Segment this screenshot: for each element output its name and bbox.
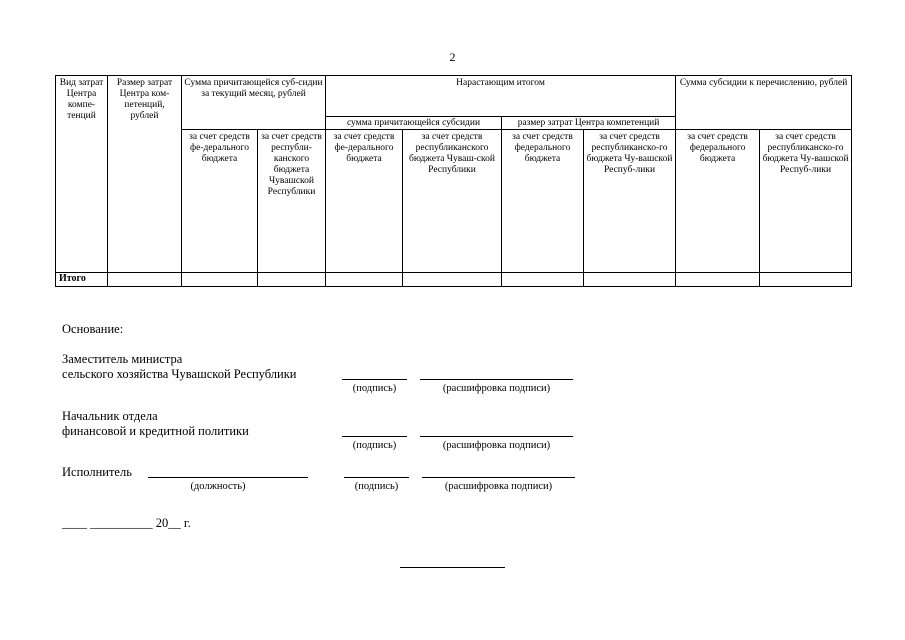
subheader-cum-due-republic: за счет средств республиканского бюджета Чуваш-ской Республики	[403, 130, 502, 273]
header-cumulative-costs: размер затрат Центра компетенций	[502, 117, 676, 130]
signer-2-decoding-caption: (расшифровка подписи)	[442, 440, 551, 451]
executor-label: Исполнитель	[62, 465, 132, 479]
header-expense-type: Вид затрат Центра компе-тенций	[56, 76, 108, 273]
subheader-cum-due-federal: за счет средств фе-дерального бюджета	[326, 130, 403, 273]
page-number: 2	[449, 50, 456, 64]
subheader-monthly-federal: за счет средств фе-дерального бюджета	[182, 130, 258, 273]
total-row	[56, 273, 852, 287]
total-cell	[108, 273, 182, 287]
footer-rule	[400, 567, 505, 568]
total-cell	[326, 273, 403, 287]
total-cell	[676, 273, 760, 287]
header-expense-amount: Размер затрат Центра ком-петенций, рублей	[108, 76, 182, 273]
subheader-transfer-republic: за счет средств республиканско-го бюджета Чу-вашской Респуб-лики	[760, 130, 852, 273]
signer-2-signature-line	[342, 436, 407, 437]
total-cell	[258, 273, 326, 287]
subheader-cum-costs-republic: за счет средств республиканско-го бюджета Чу-вашской Респуб-лики	[584, 130, 676, 273]
basis-label: Основание:	[62, 322, 124, 336]
total-label: Итого	[56, 273, 108, 287]
executor-position-line	[148, 477, 308, 478]
signer-2-title-line2: финансовой и кредитной политики	[62, 424, 249, 438]
executor-position-caption: (должность)	[190, 481, 246, 492]
total-cell	[760, 273, 852, 287]
header-row-1	[56, 76, 852, 117]
executor-decoding-caption: (расшифровка подписи)	[444, 481, 553, 492]
header-cumulative-due: сумма причитающейся субсидии	[326, 117, 502, 130]
signer-2-decoding-line	[420, 436, 573, 437]
total-cell	[584, 273, 676, 287]
total-cell	[182, 273, 258, 287]
signer-1-decoding-line	[420, 379, 573, 380]
header-cumulative: Нарастающим итогом	[326, 76, 676, 117]
signer-2-title-line1: Начальник отдела	[62, 409, 158, 423]
subheader-monthly-republic: за счет средств республи-канского бюджета Чувашской Республики	[258, 130, 326, 273]
signer-1-title-line1: Заместитель министра	[62, 352, 183, 366]
subheader-cum-costs-federal: за счет средств федерального бюджета	[502, 130, 584, 273]
subsidy-report-table	[55, 75, 852, 287]
executor-signature-caption: (подпись)	[354, 481, 399, 492]
header-to-transfer: Сумма субсидии к перечислению, рублей	[676, 76, 852, 130]
signer-1-signature-line	[342, 379, 407, 380]
date-line: ____ __________ 20__ г.	[62, 516, 191, 530]
total-cell	[502, 273, 584, 287]
signer-1-signature-caption: (подпись)	[352, 383, 397, 394]
total-cell	[403, 273, 502, 287]
executor-signature-line	[344, 477, 409, 478]
signer-1-decoding-caption: (расшифровка подписи)	[442, 383, 551, 394]
executor-decoding-line	[422, 477, 575, 478]
header-monthly-due: Сумма причитающейся суб-сидии за текущий месяц, рублей	[182, 76, 326, 130]
subheader-transfer-federal: за счет средств федерального бюджета	[676, 130, 760, 273]
signer-2-signature-caption: (подпись)	[352, 440, 397, 451]
signer-1-title-line2: сельского хозяйства Чувашской Республики	[62, 367, 297, 381]
